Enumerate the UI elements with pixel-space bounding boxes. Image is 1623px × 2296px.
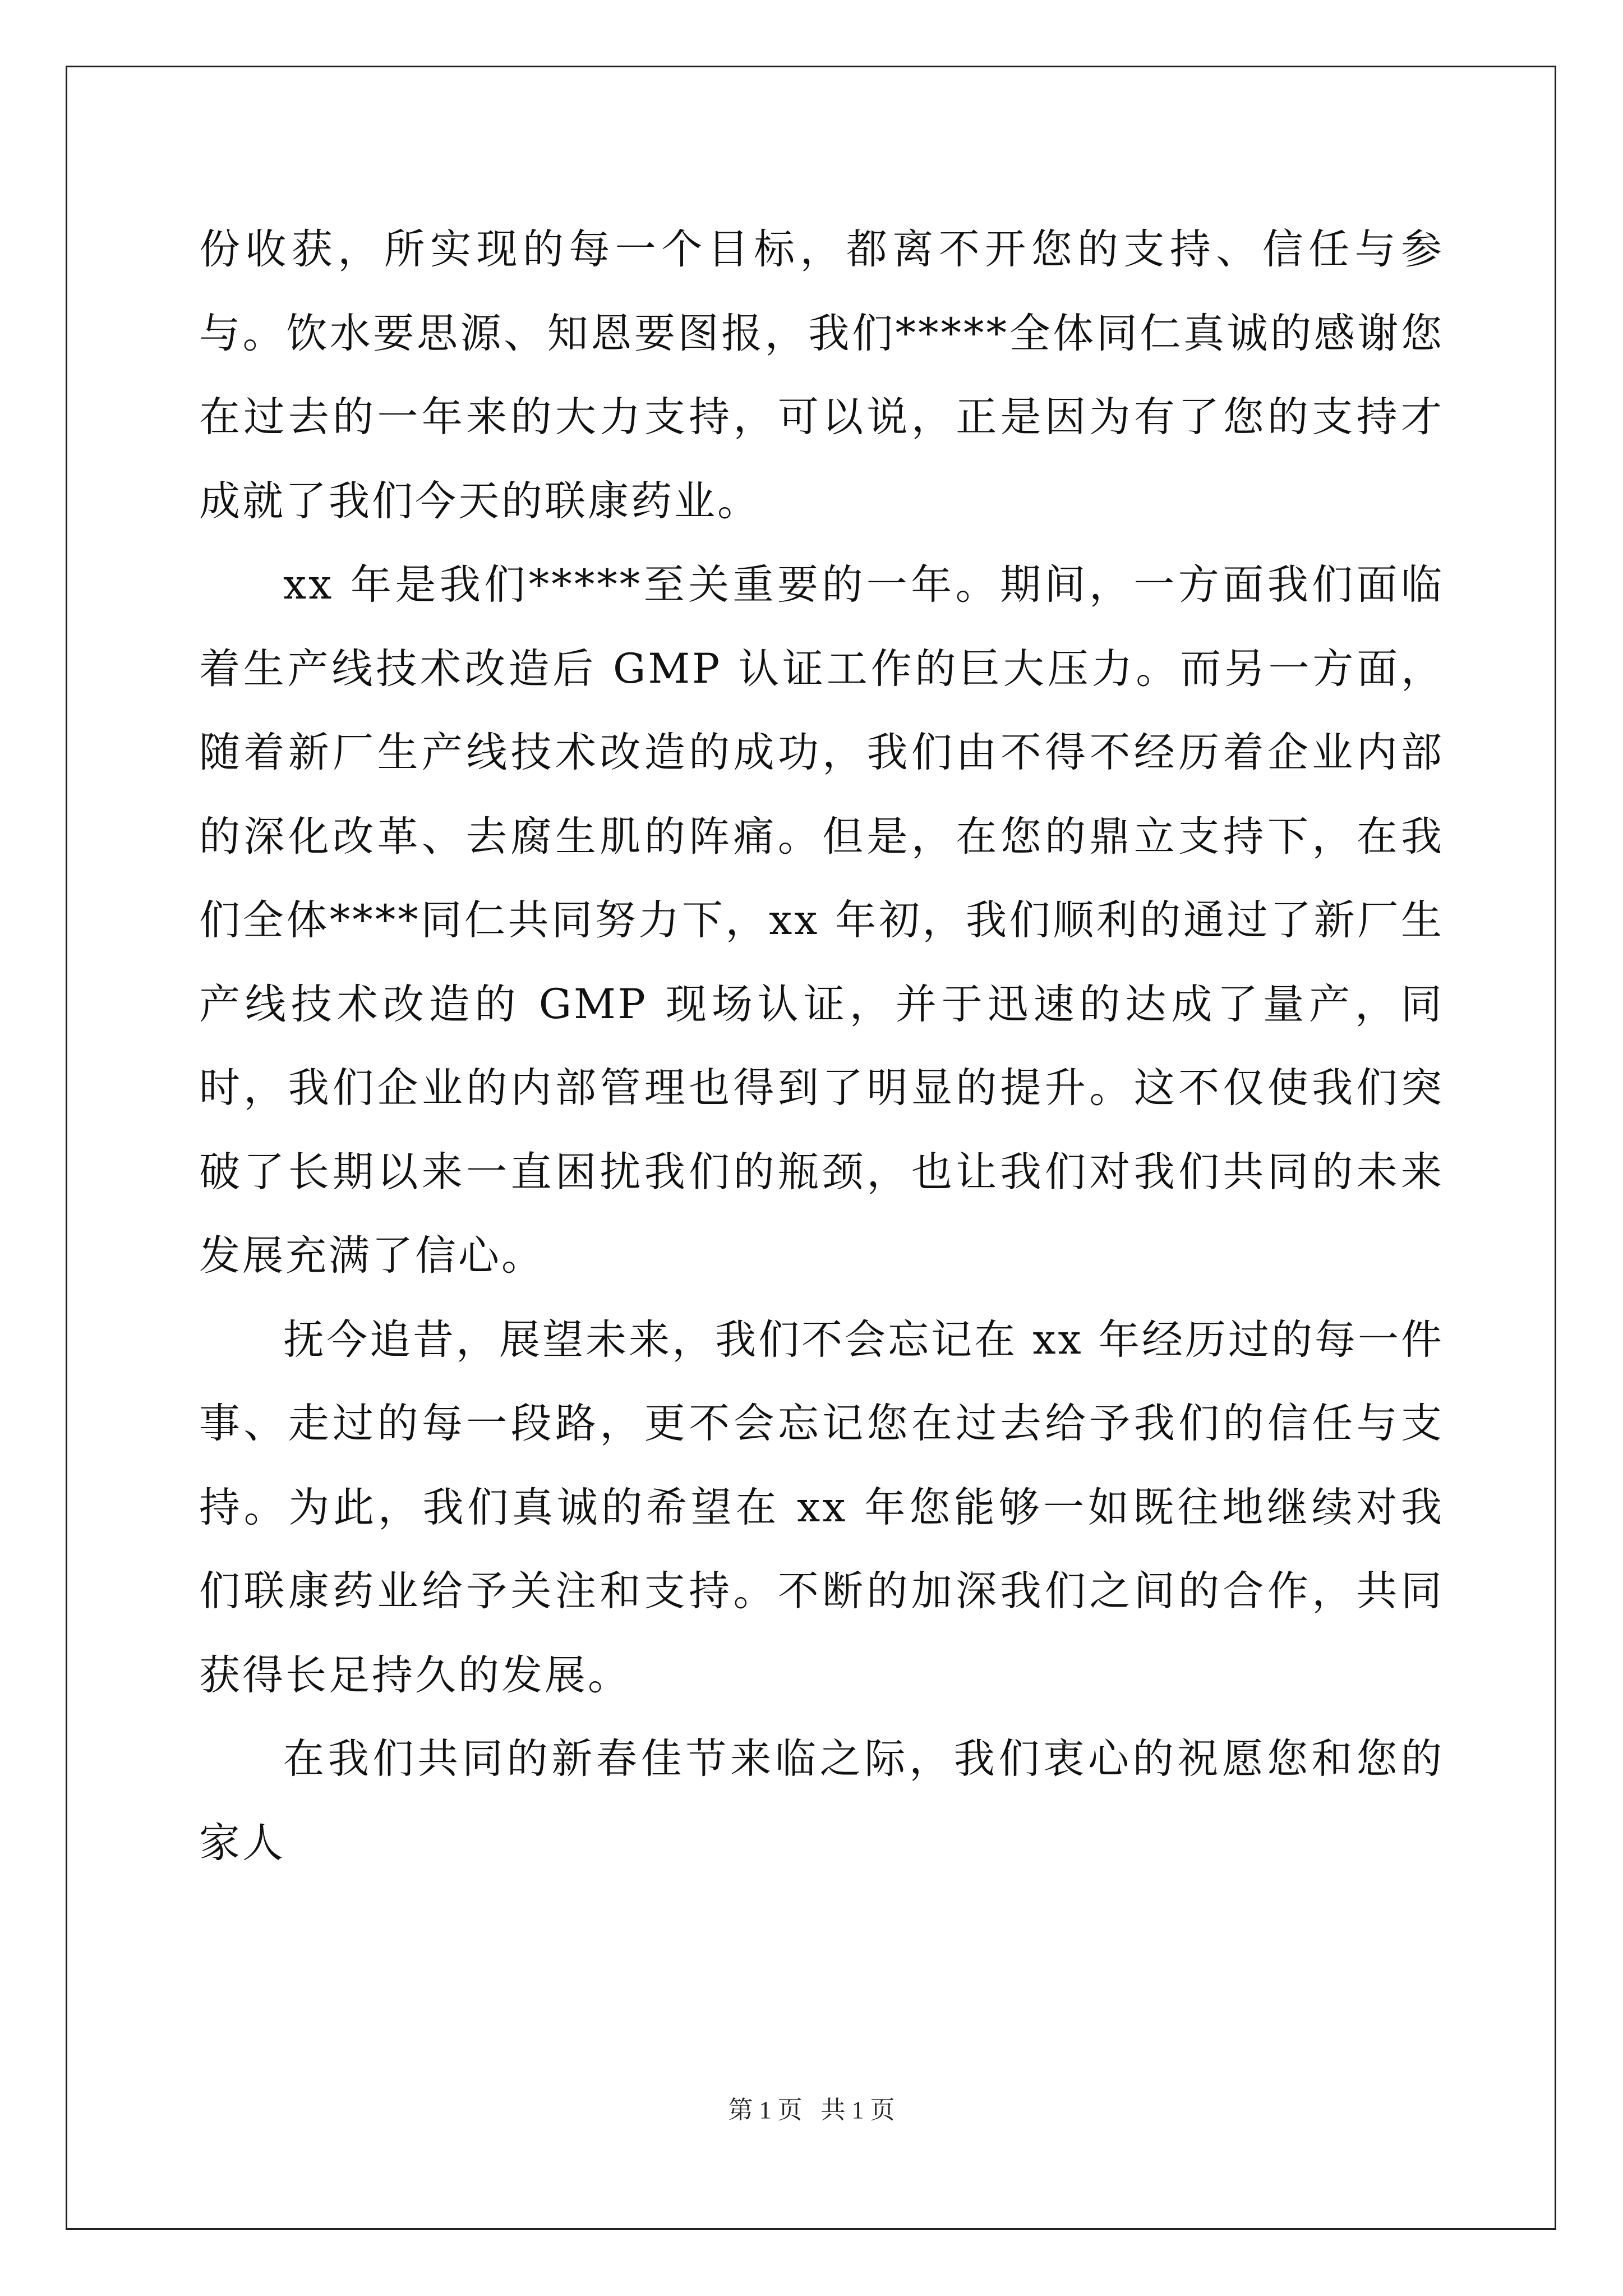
document-body bbox=[199, 208, 1444, 1885]
paragraph-2: xx 年是我们*****至关重要的一年。期间，一方面我们面临着生产线技术改造后 GMP 认证工作的巨大压力。而另一方面，随着新厂生产线技术改造的成功，我们由不得不经历着企业内部的深化改革、去腐生肌的阵痛。但是，在您的鼎立支持下，在我们全体****同仁共同努力下，xx 年初，我们顺利的通过了新厂生产线技术改造的 GMP 现场认证，并于迅速的达成了量产，同时，我们企业的内部管理也得到了明显的提升。这不仅使我们突破了长期以来一直困扰我们的瓶颈，也让我们对我们共同的未来发展充满了信心。 bbox=[199, 561, 1444, 1280]
page-footer: 第 1 页 共 1 页 bbox=[728, 2096, 895, 2124]
paragraph-1: 份收获，所实现的每一个目标，都离不开您的支持、信任与参与。饮水要思源、知恩要图报，我们*****全体同仁真诚的感谢您在过去的一年来的大力支持，可以说，正是因为有了您的支持才成就了我们今天的联康药业。 bbox=[199, 226, 1444, 525]
paragraph-4: 在我们共同的新春佳节来临之际，我们衷心的祝愿您和您的家人 bbox=[199, 1735, 1444, 1867]
paragraph-3: 抚今追昔，展望未来，我们不会忘记在 xx 年经历过的每一件事、走过的每一段路，更不会忘记您在过去给予我们的信任与支持。为此，我们真诚的希望在 xx 年您能够一如既往地继续对我们联康药业给予关注和支持。不断的加深我们之间的合作，共同获得长足持久的发展。 bbox=[199, 1315, 1444, 1699]
